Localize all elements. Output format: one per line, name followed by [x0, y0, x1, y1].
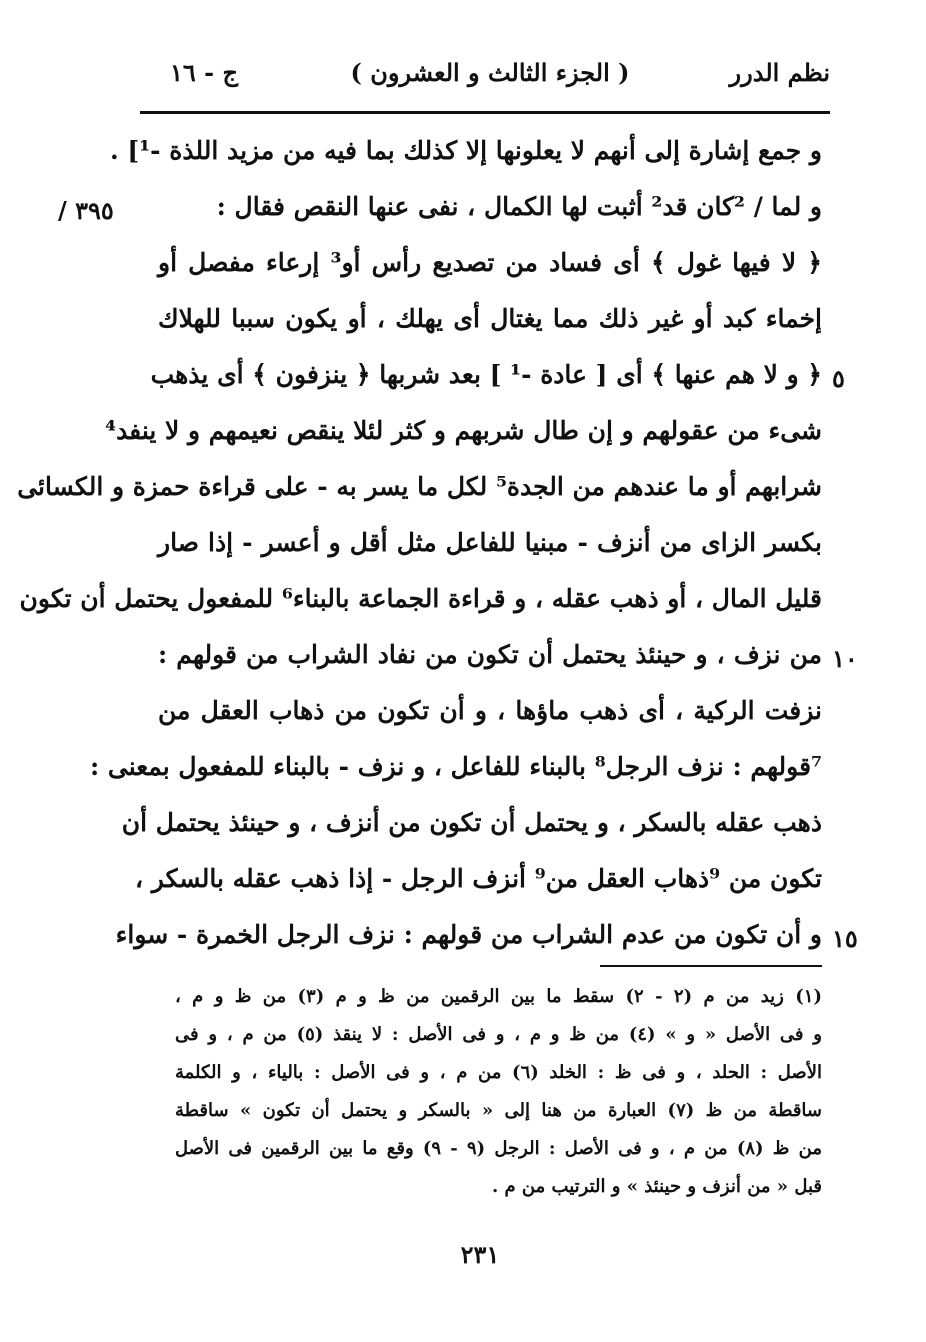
page-number: ٢٣١ — [460, 1240, 500, 1269]
text-line: ذهب عقله بالسكر ، و يحتمل أن تكون من أنزف ، و حينئذ يحتمل أن — [121, 808, 822, 837]
footnote-line: من ظ (٨) من م ، و فى الأصل : الرجل (٩ - ٩) وقع ما بين الرقمين فى الأصل — [175, 1138, 822, 1159]
text-line: بكسر الزاى من أنزف - مبنيا للفاعل مثل أقل و أعسر - إذا صار — [158, 528, 822, 557]
text-line: و لما / ²كان قد² أثبت لها الكمال ، نفى عنها النقص فقال : — [216, 192, 822, 221]
text-line: شرابهم أو ما عندهم من الجدة⁵ لكل ما يسر به - على قراءة حمزة و الكسائى — [17, 472, 822, 501]
footnote-line: (١) زيد من م (٢ - ٢) سقط ما بين الرقمين من ظ و م (٣) من ظ و م ، — [175, 986, 822, 1007]
text-line: و جمع إشارة إلى أنهم لا يعلونها إلا كذلك بما فيه من مزيد اللذة -¹] . — [109, 136, 822, 165]
book-title: نظم الدرر — [729, 58, 830, 87]
footnotes — [175, 978, 822, 1206]
running-header — [150, 58, 830, 98]
text-line: قليل المال ، أو ذهب عقله ، و قراءة الجماعة بالبناء⁶ للمفعول يحتمل أن تكون — [19, 584, 822, 613]
text-line: ﴿ لا فيها غول ﴾ أى فساد من تصديع رأس أو³ إرعاء مفصل أو — [158, 248, 822, 277]
manuscript-folio-marker: ٣٩٥ / — [58, 196, 114, 225]
part-title: ( الجزء الثالث و العشرون ) — [350, 58, 630, 87]
footnote-line: و فى الأصل « و » (٤) من ظ و م ، و فى الأصل : لا ينقذ (٥) من م ، و فى — [175, 1024, 822, 1045]
volume-number: ج - ١٦ — [170, 58, 238, 87]
text-line: تكون من ⁹ذهاب العقل من⁹ أنزف الرجل - إذا ذهب عقله بالسكر ، — [135, 864, 822, 893]
text-line: ﴿ و لا هم عنها ﴾ أى [ عادة -¹ ] بعد شربها ﴿ ينزفون ﴾ أى يذهب — [150, 360, 822, 389]
line-number-5: ٥ — [832, 364, 845, 393]
header-rule — [140, 111, 830, 114]
text-line: من نزف ، و حينئذ يحتمل أن تكون من نفاد الشراب من قولهم : — [158, 640, 822, 669]
footnote-line: قبل « من أنزف و حينئذ » و الترتيب من م . — [491, 1176, 822, 1197]
text-line: و أن تكون من عدم الشراب من قولهم : نزف الرجل الخمرة - سواء — [115, 920, 822, 949]
text-line: إخماء كبد أو غير ذلك مما يغتال أى يهلك ، أو يكون سببا للهلاك — [158, 304, 822, 333]
line-number-15: ١٥ — [832, 924, 858, 953]
text-line: نزفت الركية ، أى ذهب ماؤها ، و أن تكون من ذهاب العقل من — [158, 696, 822, 725]
line-number-10: ١٠ — [832, 644, 858, 673]
footnote-line: ساقطة من ظ (٧) العبارة من هنا إلى « بالسكر و يحتمل أن تكون » ساقطة — [175, 1100, 822, 1121]
footnote-line: الأصل : الحلد ، و فى ظ : الخلد (٦) من م ، و فى الأصل : بالياء ، و الكلمة — [175, 1062, 822, 1083]
text-line: شىء من عقولهم و إن طال شربهم و كثر لئلا ينقص نعيمهم و لا ينفد⁴ — [105, 416, 822, 445]
text-line: ⁷قولهم : نزف الرجل⁸ بالبناء للفاعل ، و نزف - بالبناء للمفعول بمعنى : — [89, 752, 822, 781]
footnote-separator — [600, 965, 822, 967]
